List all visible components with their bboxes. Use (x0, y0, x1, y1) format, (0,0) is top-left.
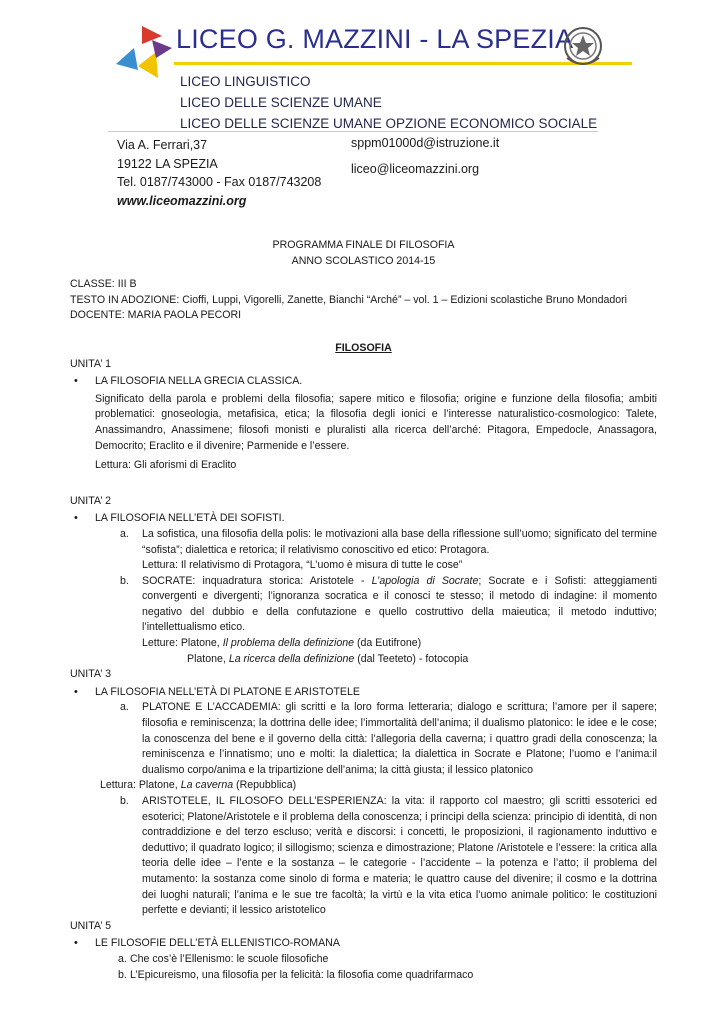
school-name: LICEO G. MAZZINI - LA SPEZIA (176, 24, 574, 54)
school-year: ANNO SCOLASTICO 2014-15 (291, 254, 436, 267)
branch-economico-sociale: LICEO DELLE SCIENZE UMANE OPZIONE ECONOMICO SOCIALE (180, 116, 598, 131)
doc-title: PROGRAMMA FINALE DI FILOSOFIA (272, 239, 455, 251)
email-pec-link[interactable]: sppm01000d@istruzione.it (351, 136, 500, 150)
city: 19122 LA SPEZIA (117, 156, 218, 171)
unit-1-topic: • LA FILOSOFIA NELLA GRECIA CLASSICA. (70, 374, 657, 390)
unit-5-item-b-body: L’Epicureismo, una filosofia per la felicità: la filosofia come quadrifarmaco (130, 968, 474, 981)
unit-1-reading: Lettura: Gli aforismi di Eraclito (95, 459, 237, 472)
unit-3-reading: Lettura: Platone, La caverna (Repubblica) (100, 779, 297, 792)
socrates-body: ; Socrate e i Sofisti: atteggiamenti convergenti e divergenti; l’ignoranza socratica e il conosci te stesso; il metodo di indagine: il momento negativo del dubbio e della confutazione e quello costruttivo della maieutica; il metodo induttivo; l’intellettualismo etico. (142, 574, 658, 634)
email-contacts (351, 136, 499, 176)
unit-2-reading-2: Platone, La ricerca della definizione (dal Teeteto) - fotocopia (187, 652, 469, 665)
class-info: CLASSE: III B (70, 278, 137, 291)
letterhead (0, 0, 725, 225)
item-letter: a. (120, 701, 129, 714)
unit-3-heading: UNITA’ 3 (70, 668, 112, 681)
section-title: FILOSOFIA (335, 341, 392, 354)
unit-3-item-a-body: PLATONE E L’ACCADEMIA: gli scritti e la loro forma letteraria; dialogo e scrittura; l’amore per il sapere; filosofia e reminiscenza; la dottrina delle idee; l’immortalità dell’anima; il dualismo platonico: le idee e le cose; la conoscenza del bene e il governo della città: l’allegoria della caverna; i quattro gradi della conoscenza; la reminiscenza e l’innatismo; uno e molti: la dialettica; la dialettica in Socrate e Platone; l’uomo e l’anima:il dualismo corpo/anima e la tripartizione dell’anima; la città giusta; il lessico platonico (142, 701, 657, 776)
website-link[interactable]: www.liceomazzini.org (117, 193, 247, 208)
unit-2-topic: • LA FILOSOFIA NELL’ETÀ DEI SOFISTI. (70, 511, 657, 527)
unit-5-item-a (70, 952, 657, 968)
item-letter: a. (118, 952, 127, 965)
item-letter: a. (120, 527, 129, 540)
unit-3-item-b (70, 794, 657, 919)
italian-republic-emblem-icon (561, 24, 605, 70)
school-logo-icon (112, 22, 176, 84)
item-letter: b. (118, 968, 127, 981)
school-branches (180, 71, 597, 134)
unit-2-item-a-body: La sofistica, una filosofia della polis: le motivazioni alla base della riflessione sull’uomo; significato del termine “sofista”; dialettica e retorica; il relativismo conoscitivo ed etico: Protagora. (142, 527, 657, 556)
teacher-info: DOCENTE: MARIA PAOLA PECORI (70, 309, 242, 322)
branch-scienze-umane: LICEO DELLE SCIENZE UMANE (180, 95, 382, 110)
contact-divider (108, 131, 598, 132)
textbook-info: TESTO IN ADOZIONE: Cioffi, Luppi, Vigorelli, Zanette, Bianchi “Arché” – vol. 1 – Edizioni scolastiche Bruno Mondadori (70, 293, 628, 306)
unit-3-item-b-body: ARISTOTELE, IL FILOSOFO DELL’ESPERIENZA: la vita: il rapporto col maestro; gli scritti essoterici ed esoterici; Platone/Aristotele e il problema della conoscenza; i principi della scienza: principio di identità, di non contraddizione e del terzo escluso; verità e discorsi: i concetti, le proposizioni, il ragionamento induttivo e deduttivo; il quadrato logico; il sillogismo; scienza e dimostrazione; Platone /Aristotele e l’essere: la critica alla teoria delle idee – l’ente e la sostanza – le categorie - l’accidente – la potenza e l’atto; il problema del mutamento: la sostanza come sinolo di forma e materia; le quattro cause del divenire; il cosmo e la dottrina dei luoghi naturali; l’anima e le sue tre facoltà; la virtù e la vita etica l’uomo animale politico: le costituzioni perfette e devianti; il lessico aristotelico (142, 795, 657, 917)
socrates-intro: SOCRATE: inquadratura storica: Aristotele - (142, 574, 372, 587)
branch-linguistico: LICEO LINGUISTICO (180, 74, 311, 89)
work-title: L’apologia di Socrate (371, 574, 479, 587)
item-letter: b. (120, 795, 129, 807)
unit-5-item-b (70, 968, 657, 984)
item-letter: b. (120, 574, 129, 587)
unit-3-topic: • LA FILOSOFIA NELL’ETÀ DI PLATONE E ARISTOTELE (70, 685, 657, 701)
unit-2-item-a-reading: Lettura: Il relativismo di Protagora, “L’uomo è misura di tutte le cose” (142, 559, 463, 572)
unit-2-heading: UNITA’ 2 (70, 494, 112, 507)
unit-5-topic: • LE FILOSOFIE DELL’ETÀ ELLENISTICO-ROMANA (70, 936, 657, 952)
unit-2-reading-1: Letture: Platone, Il problema della definizione (da Eutifrone) (142, 637, 422, 650)
document-body (70, 238, 657, 983)
email-info-link[interactable]: liceo@liceomazzini.org (351, 162, 480, 176)
unit-2-item-a (70, 527, 657, 558)
unit-1-body: Significato della parola e problemi della filosofia; sapere mitico e filosofia; origine e funzione della filosofia; ambiti problematici: gnoseologia, metafisica, etica; la filosofia degli ionici e l’interesse naturalistico-cosmologico: Talete, Anassimandro, Anassimene; filosofi monisti e pluralisti alla ricerca dell’arché: Pitagora, Empedocle, Anassagora, Democrito; Eraclito e il divenire; Parmenide e l’essere. (95, 392, 657, 452)
unit-1-heading: UNITA’ 1 (70, 357, 112, 370)
postal-contacts (117, 136, 321, 210)
unit-5-item-a-body: Che cos’è l’Ellenismo: le scuole filosofiche (130, 952, 329, 965)
unit-3-item-a (70, 700, 657, 778)
unit-5-heading: UNITA’ 5 (70, 919, 112, 932)
phone-fax: Tel. 0187/743000 - Fax 0187/743208 (117, 175, 322, 189)
address: Via A. Ferrari,37 (117, 138, 208, 152)
unit-2-item-b (70, 574, 657, 636)
